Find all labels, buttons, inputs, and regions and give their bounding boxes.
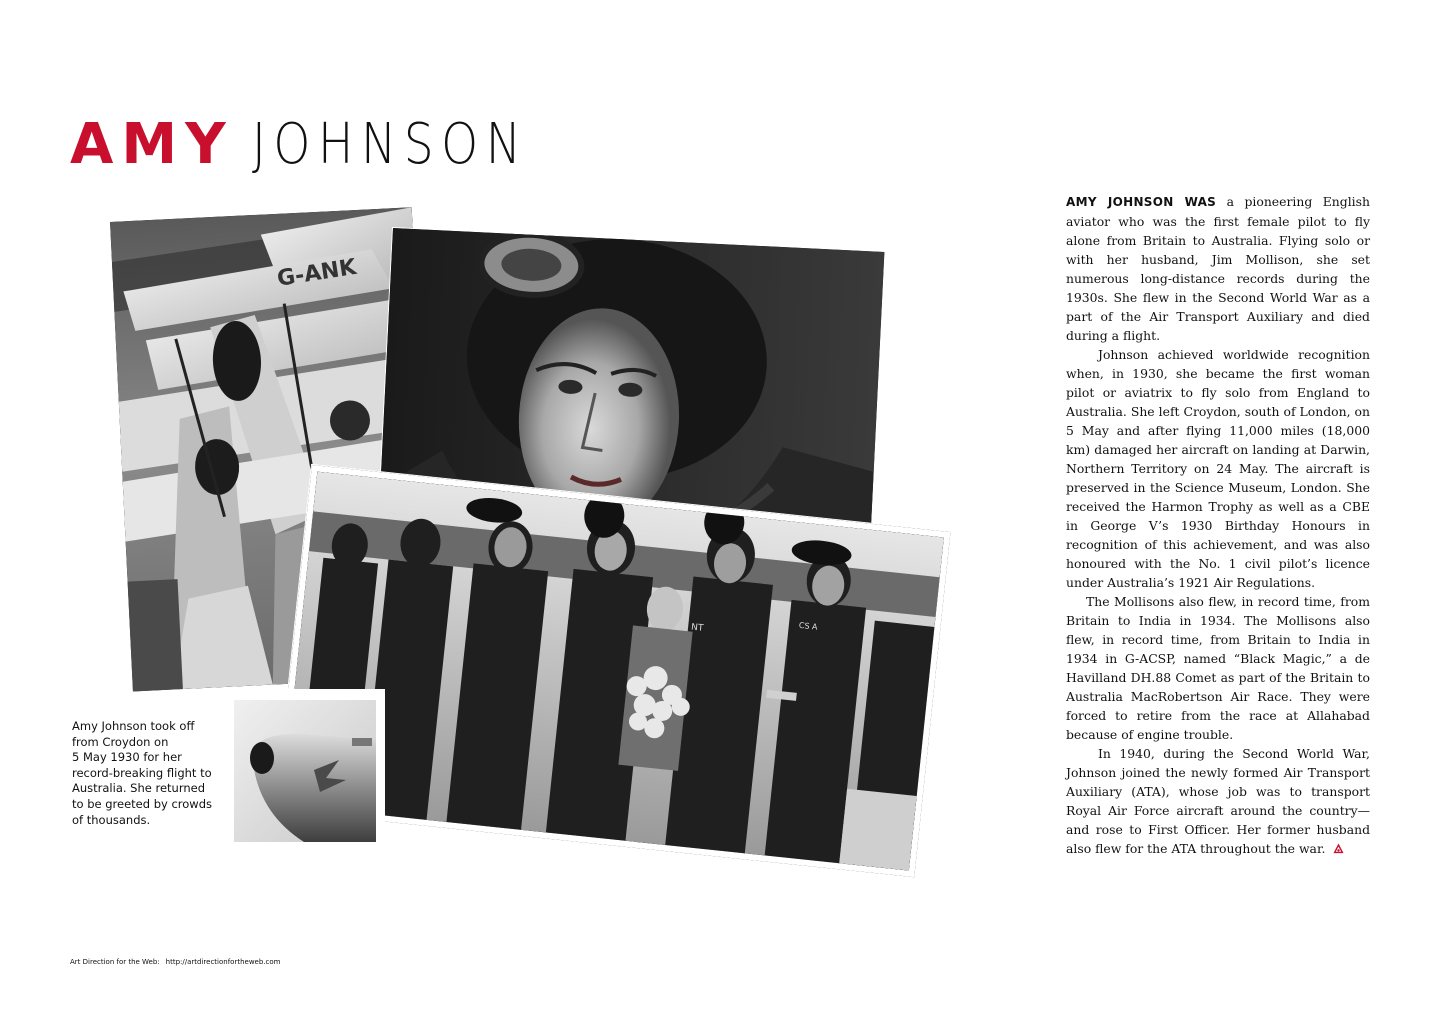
article-paragraph-4: [1066, 744, 1370, 858]
caption-line: record-breaking flight to: [72, 765, 212, 780]
footer-label: Art Direction for the Web:: [70, 958, 160, 966]
aircraft-registration: G-ANK: [275, 254, 358, 292]
caption-line: of thousands.: [72, 812, 151, 827]
paragraph-4-text: In 1940, during the Second World War, Johnson joined the newly formed Air Transport Auxiliary (ATA), whose job was to transport Royal Air Force aircraft around the country—and rose to First Officer. Her former husband also flew for the ATA throughout the war.: [1066, 746, 1370, 856]
red-roundel-icon: [1333, 843, 1344, 854]
article-paragraph-2: Johnson achieved worldwide recognition when, in 1930, she became the first woman pilot or aviatrix to fly solo from England to Australia. She left Croydon, south of London, on 5 May and after flying 11,000 miles (18,000 km) damaged her aircraft on landing at Darwin, Northern Territory on 24 May. The aircraft is preserved in the Science Museum, London. She received the Harmon Trophy as well as a CBE in George V’s 1930 Birthday Honours in recognition of this achievement, and was also honoured with the No. 1 civil pilot’s licence under Australia’s 1921 Air Regulations.: [1066, 347, 1370, 590]
paragraph-1-text: a pioneering English aviator who was the first female pilot to fly alone from Britain to Australia. Flying solo or with her husband, Jim Mollison, she set numerous long-distance records during the 1930s. She flew in the Second World War as a part of the Air Transport Auxiliary and died during a flight.: [1066, 194, 1370, 343]
footer-url-link[interactable]: http://artdirectionfortheweb.com: [165, 958, 281, 966]
page-title: [70, 110, 581, 180]
article-paragraph-1: [1066, 192, 1370, 345]
caption-line: to be greeted by crowds: [72, 796, 212, 811]
police-badge-nt: NT: [690, 622, 704, 634]
article-paragraph-3: The Mollisons also flew, in record time, from Britain to India in 1934. The Mollisons also flew, in record time, from Britain to India in 1934 in G-ACSP, named “Black Magic,” a de Havilland DH.88 Comet as part of the Britain to Australia MacRobertson Air Race. They were forced to retire from the race at Allahabad because of engine trouble.: [1066, 594, 1370, 742]
page-footer: [70, 958, 280, 966]
article-body: [1066, 192, 1370, 858]
caption-line: Amy Johnson took off: [72, 719, 195, 733]
caption-line: Australia. She returned: [72, 781, 206, 796]
title-last-name: JOHNSON: [251, 112, 529, 177]
title-first-name: AMY: [70, 112, 234, 177]
photo-caption: [72, 719, 220, 828]
caption-line: 5 May 1930 for her: [72, 750, 182, 765]
caption-line: from Croydon on: [72, 734, 169, 749]
plane-nose-photo: [226, 690, 384, 850]
article-lead-in: AMY JOHNSON WAS: [1066, 195, 1217, 209]
police-badge-csa: CS A: [798, 620, 818, 632]
